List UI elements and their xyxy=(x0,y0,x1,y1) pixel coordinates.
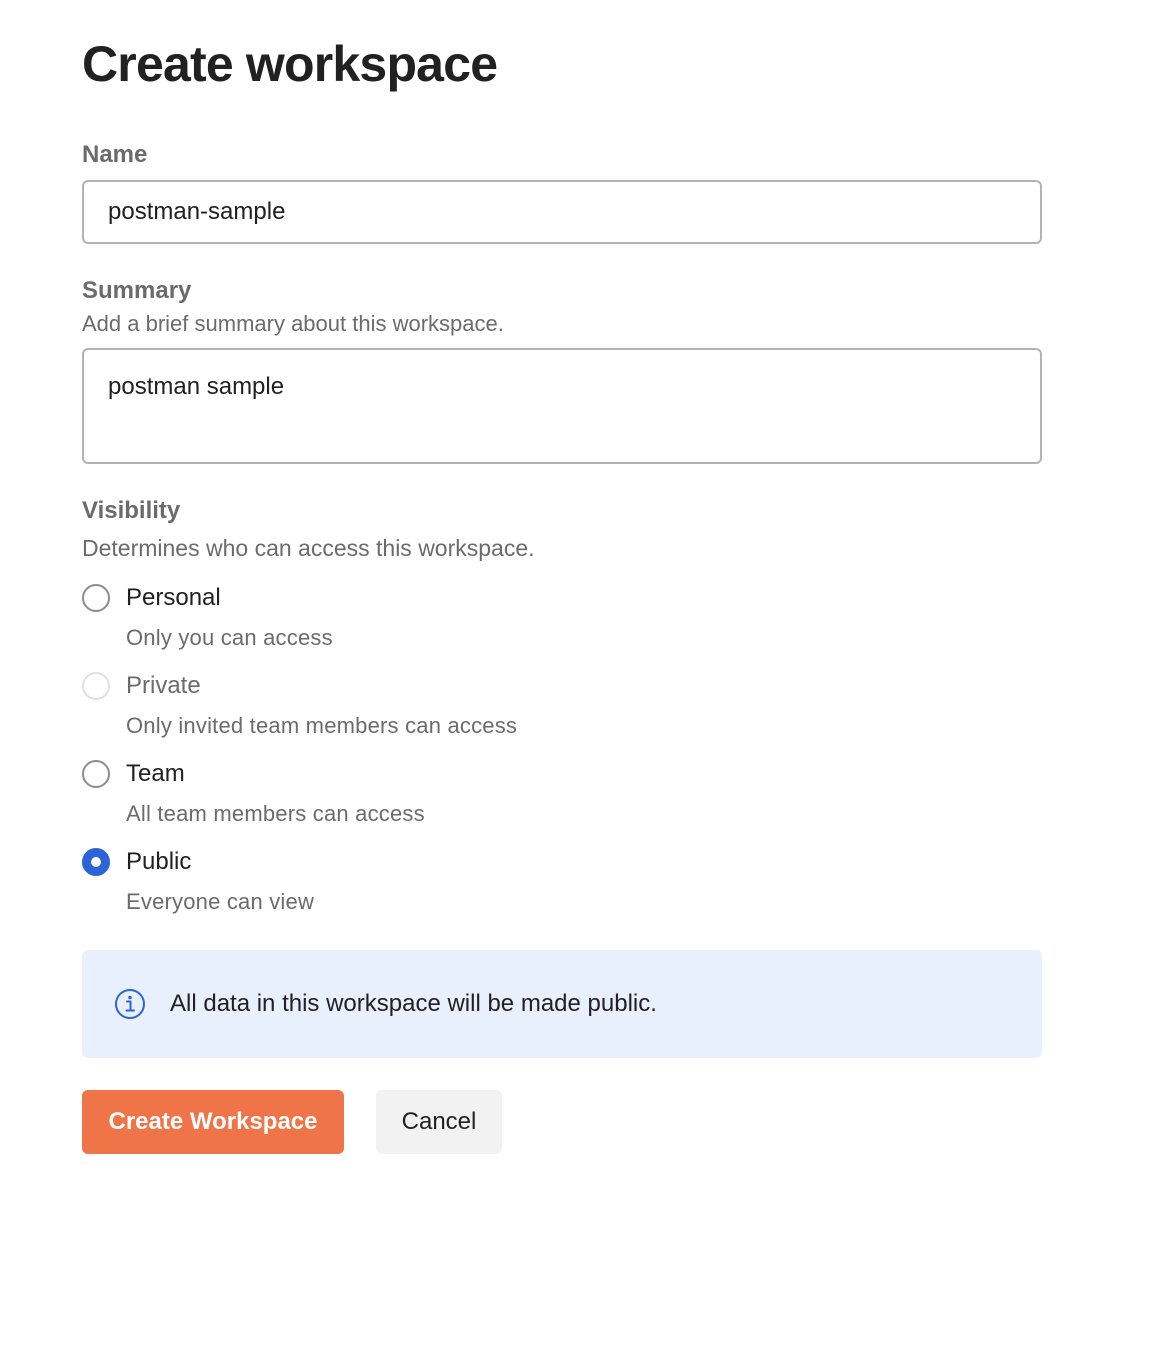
name-label: Name xyxy=(82,141,148,168)
visibility-option-team[interactable] xyxy=(82,758,185,790)
summary-label: Summary xyxy=(82,277,192,304)
radio-private xyxy=(82,672,110,700)
info-banner-text: All data in this workspace will be made public. xyxy=(170,990,657,1017)
radio-label-public: Public xyxy=(126,848,192,875)
visibility-option-personal[interactable] xyxy=(82,582,221,614)
summary-helper-text: Add a brief summary about this workspace. xyxy=(82,311,504,336)
cancel-button[interactable]: Cancel xyxy=(376,1090,502,1154)
radio-label-private: Private xyxy=(126,672,201,699)
page-title: Create workspace xyxy=(82,36,498,92)
radio-description-personal: Only you can access xyxy=(126,625,333,650)
visibility-option-private xyxy=(82,670,201,702)
radio-label-team: Team xyxy=(126,760,185,787)
radio-description-private: Only invited team members can access xyxy=(126,713,518,738)
radio-description-team: All team members can access xyxy=(126,801,425,826)
summary-textarea[interactable] xyxy=(82,348,1042,464)
name-input[interactable] xyxy=(82,180,1042,244)
create-workspace-button[interactable]: Create Workspace xyxy=(82,1090,344,1154)
radio-public[interactable] xyxy=(82,848,110,876)
visibility-helper-text: Determines who can access this workspace. xyxy=(82,535,535,561)
radio-description-public: Everyone can view xyxy=(126,889,315,914)
radio-personal[interactable] xyxy=(82,584,110,612)
visibility-label: Visibility xyxy=(82,497,181,524)
visibility-option-public[interactable] xyxy=(82,846,191,878)
info-banner xyxy=(82,950,1042,1058)
radio-team[interactable] xyxy=(82,760,110,788)
info-icon xyxy=(114,988,146,1020)
radio-label-personal: Personal xyxy=(126,584,221,611)
